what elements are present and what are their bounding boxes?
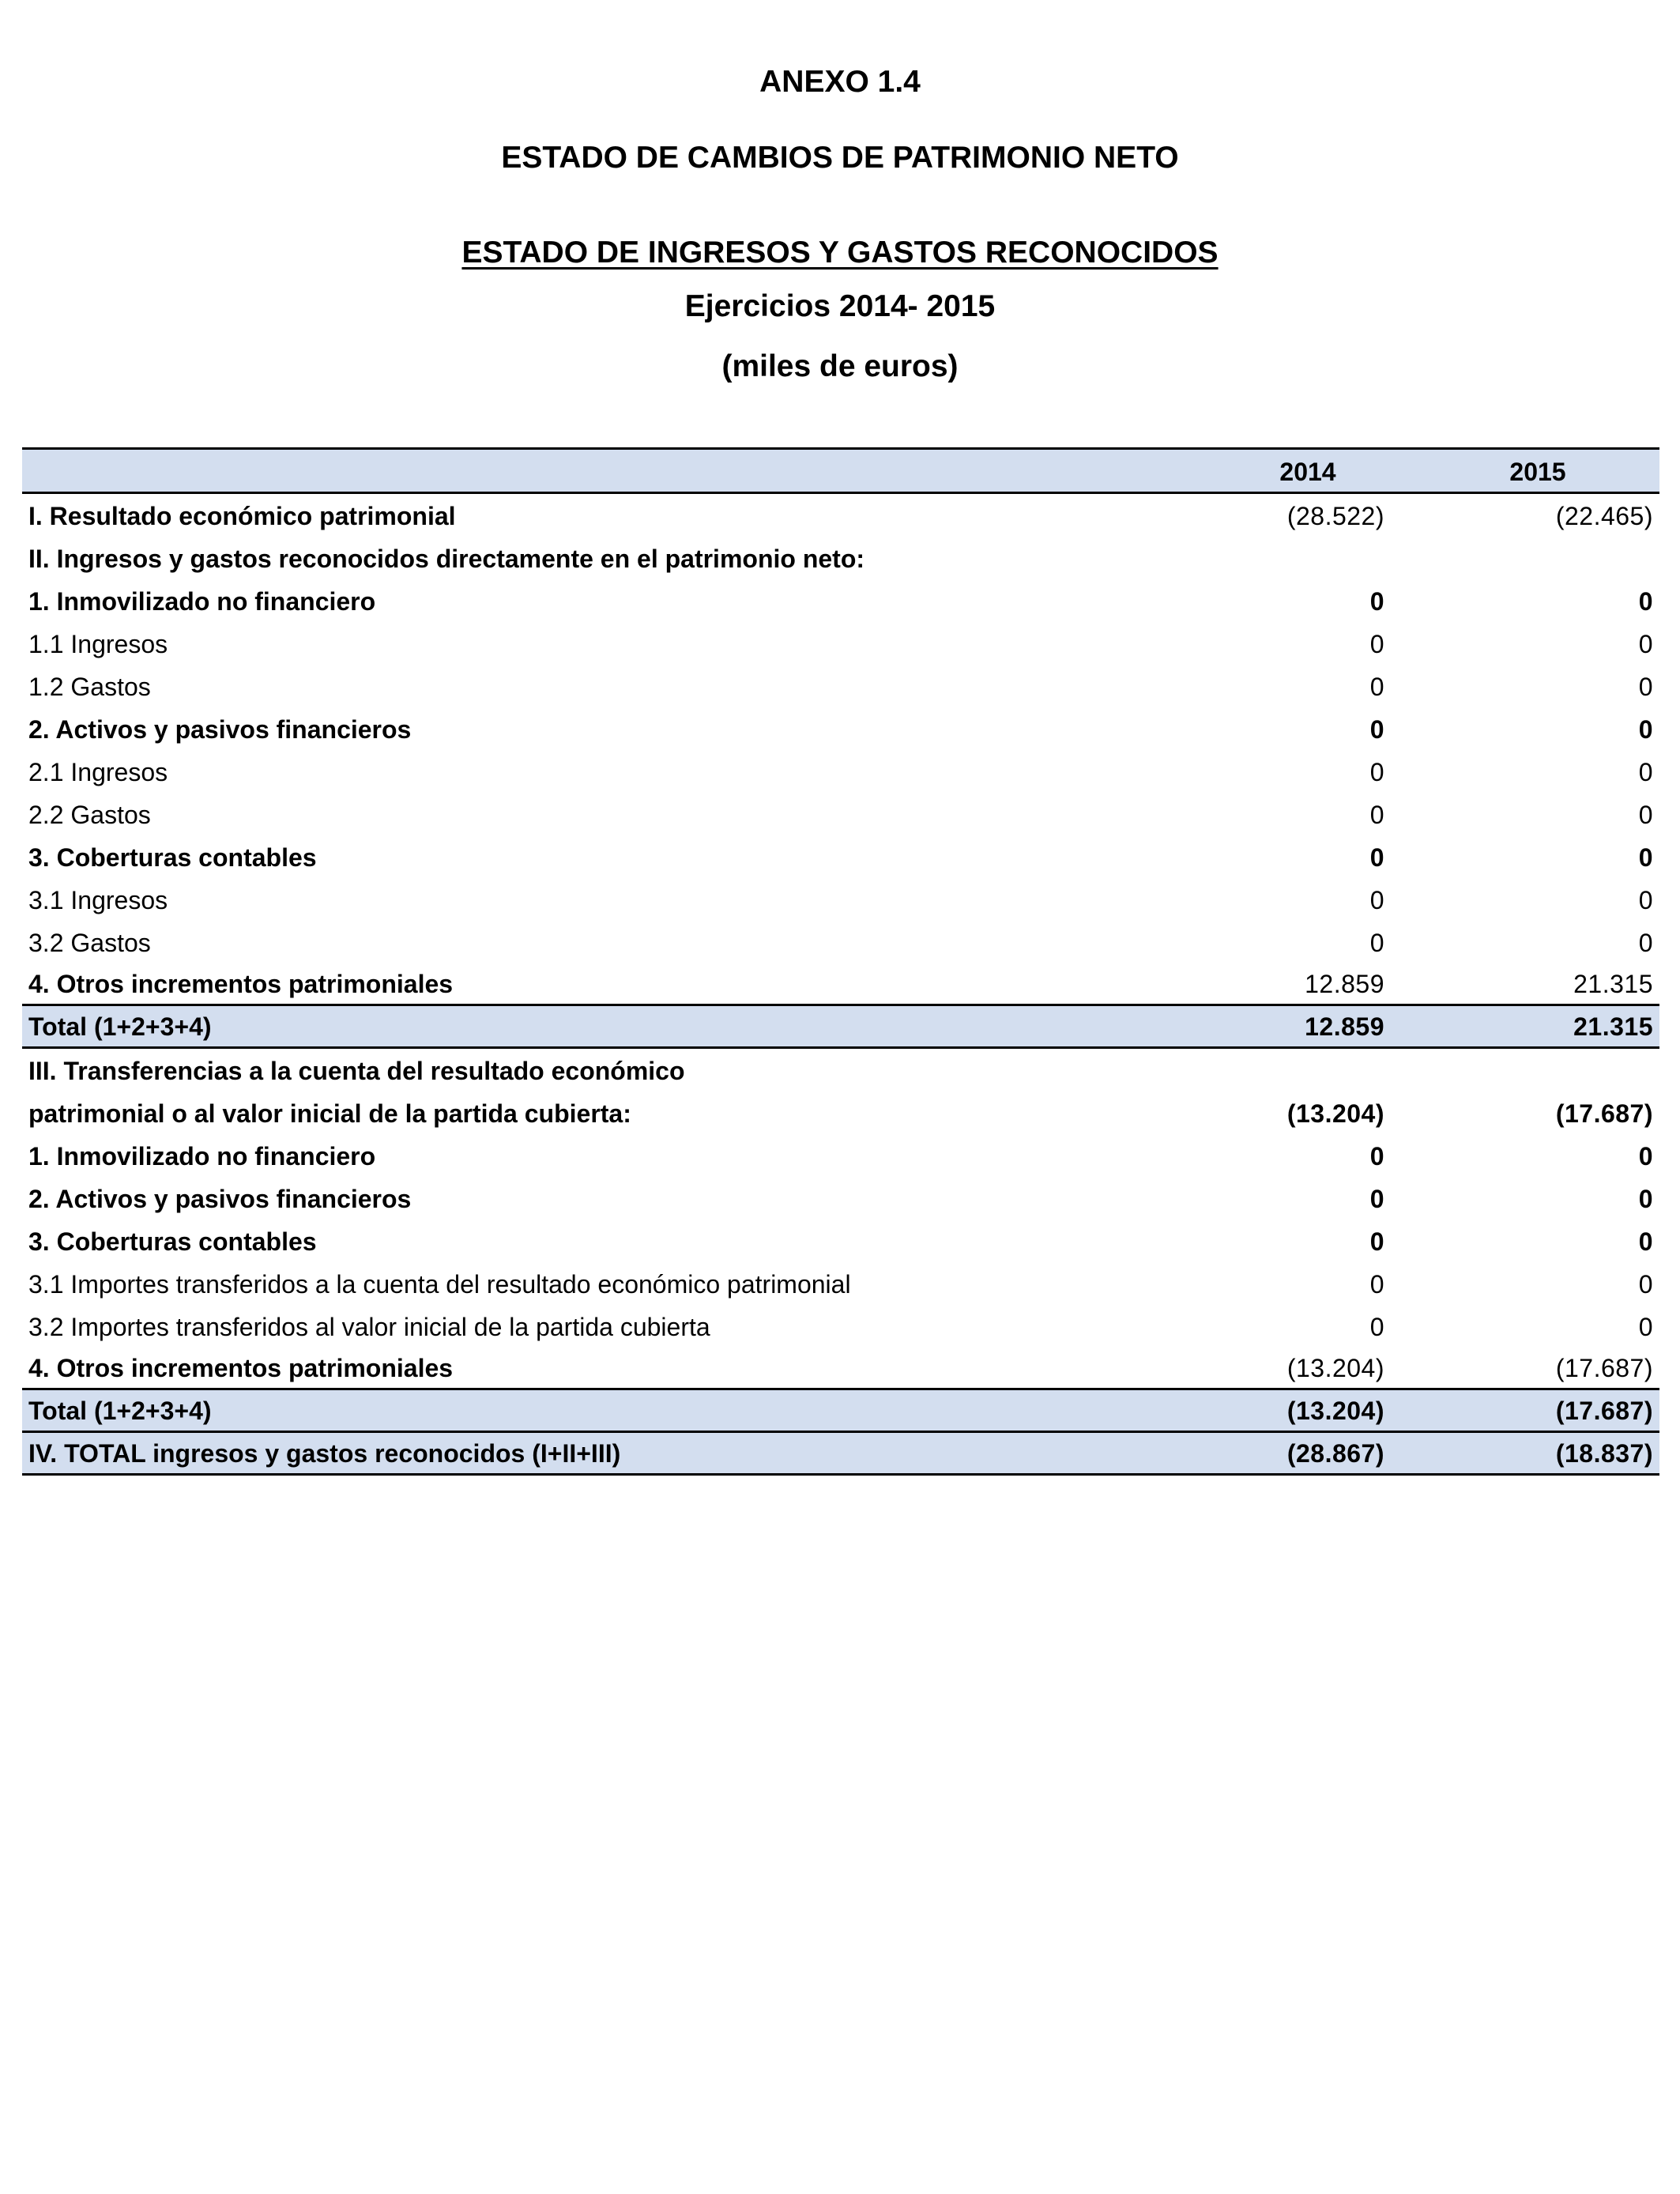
value-2015: 21.315: [1573, 970, 1653, 998]
value-2014: (13.204): [1121, 1389, 1391, 1432]
value-2014: 0: [1369, 885, 1384, 914]
row-label: 2. Activos y pasivos financieros: [28, 1184, 412, 1213]
table-row: [22, 835, 1659, 877]
row-label: II. Ingresos y gastos reconocidos directamente en el patrimonio neto:: [28, 544, 865, 573]
value-2014: 0: [1369, 1184, 1384, 1213]
value-2015: 0: [1638, 885, 1653, 914]
table-row: [22, 877, 1659, 920]
table-row: [22, 1219, 1659, 1261]
value-2015: 0: [1638, 714, 1653, 744]
table-row: [22, 579, 1659, 621]
value-2015: [1391, 1048, 1659, 1091]
value-2014: 0: [1369, 586, 1384, 616]
row-label: 1. Inmovilizado no financiero: [28, 586, 376, 616]
value-2014: 0: [1369, 1269, 1384, 1299]
value-2015: 21.315: [1391, 1005, 1659, 1048]
row-label: 3.2 Importes transferidos al valor inicial de la partida cubierta: [28, 1312, 710, 1341]
value-2014: (13.204): [1286, 1099, 1384, 1128]
table-row: [22, 621, 1659, 664]
row-label: 2.2 Gastos: [28, 800, 151, 829]
value-2015: (18.837): [1391, 1432, 1659, 1475]
value-2015: 0: [1638, 928, 1653, 957]
table-row: [22, 1091, 1659, 1133]
header-label: [22, 449, 1121, 493]
value-2015: 0: [1638, 843, 1653, 872]
value-2015: (17.687): [1555, 1099, 1653, 1128]
value-2014: 0: [1369, 1312, 1384, 1341]
value-2014: 12.859: [1121, 1005, 1391, 1048]
header-2015: 2015: [1391, 449, 1659, 493]
row-label: 3.1 Ingresos: [28, 885, 168, 914]
value-2014: [1121, 536, 1391, 579]
value-2014: 0: [1369, 714, 1384, 744]
table-row: [22, 792, 1659, 835]
row-label: 3.1 Importes transferidos a la cuenta del resultado económico patrimonial: [28, 1269, 851, 1299]
row-label: 3. Coberturas contables: [28, 1227, 317, 1256]
units-heading: (miles de euros): [721, 349, 959, 383]
value-2015: 0: [1638, 757, 1653, 786]
table-body: [22, 493, 1659, 1475]
row-label: Total (1+2+3+4): [22, 1389, 1121, 1432]
subtitle-heading: ESTADO DE INGRESOS Y GASTOS RECONOCIDOS: [461, 236, 1219, 270]
value-2015: 0: [1638, 672, 1653, 701]
table-row: [22, 1048, 1659, 1091]
value-2015: (17.687): [1555, 1354, 1653, 1382]
table-row: [22, 664, 1659, 707]
value-2015: 0: [1638, 1312, 1653, 1341]
row-label: 3.2 Gastos: [28, 928, 151, 957]
value-2015: 0: [1638, 586, 1653, 616]
years-heading: Ejercicios 2014- 2015: [684, 289, 996, 323]
value-2014: 0: [1369, 672, 1384, 701]
value-2014: 0: [1369, 800, 1384, 829]
table-row: [22, 1261, 1659, 1304]
value-2014: (28.522): [1286, 501, 1384, 530]
table-row: [22, 1133, 1659, 1176]
row-label: 4. Otros incrementos patrimoniales: [28, 1354, 454, 1382]
row-label: 3. Coberturas contables: [28, 843, 317, 872]
value-2015: 0: [1638, 1141, 1653, 1171]
row-label: 4. Otros incrementos patrimoniales: [28, 970, 454, 998]
value-2015: 0: [1638, 629, 1653, 658]
table-row: [22, 536, 1659, 579]
statement-heading: ESTADO DE CAMBIOS DE PATRIMONIO NETO: [501, 141, 1179, 175]
row-label: patrimonial o al valor inicial de la partida cubierta:: [28, 1099, 631, 1128]
table-row: [22, 963, 1659, 1005]
income-expense-table: [22, 447, 1659, 1476]
table-row: [22, 749, 1659, 792]
row-label: 1.1 Ingresos: [28, 629, 168, 658]
row-label: III. Transferencias a la cuenta del resultado económico: [28, 1056, 685, 1085]
table-row: [22, 1176, 1659, 1219]
row-label: 1. Inmovilizado no financiero: [28, 1141, 376, 1171]
value-2014: 12.859: [1305, 970, 1384, 998]
table-row: [22, 1389, 1659, 1432]
table-row: [22, 1432, 1659, 1475]
value-2015: 0: [1638, 1184, 1653, 1213]
value-2014: 0: [1369, 629, 1384, 658]
row-label: 2.1 Ingresos: [28, 757, 168, 786]
value-2014: (28.867): [1121, 1432, 1391, 1475]
value-2014: (13.204): [1286, 1354, 1384, 1382]
value-2014: 0: [1369, 1227, 1384, 1256]
value-2014: 0: [1369, 928, 1384, 957]
value-2015: 0: [1638, 1227, 1653, 1256]
table-row: [22, 707, 1659, 749]
value-2015: 0: [1638, 800, 1653, 829]
value-2014: 0: [1369, 1141, 1384, 1171]
value-2014: 0: [1369, 757, 1384, 786]
value-2015: [1391, 536, 1659, 579]
table-row: [22, 1304, 1659, 1347]
row-label: 2. Activos y pasivos financieros: [28, 714, 412, 744]
table-row: [22, 493, 1659, 536]
annex-heading: ANEXO 1.4: [759, 65, 921, 99]
value-2015: (17.687): [1391, 1389, 1659, 1432]
value-2015: (22.465): [1555, 501, 1653, 530]
value-2014: 0: [1369, 843, 1384, 872]
row-label: 1.2 Gastos: [28, 672, 151, 701]
row-label: I. Resultado económico patrimonial: [28, 501, 456, 530]
row-label: IV. TOTAL ingresos y gastos reconocidos (I+II+III): [22, 1432, 1121, 1475]
header-2014: 2014: [1121, 449, 1391, 493]
table-header-row: [22, 449, 1659, 493]
value-2015: 0: [1638, 1269, 1653, 1299]
table-row: [22, 920, 1659, 963]
table-row: [22, 1347, 1659, 1389]
value-2014: [1121, 1048, 1391, 1091]
table-row: [22, 1005, 1659, 1048]
row-label: Total (1+2+3+4): [22, 1005, 1121, 1048]
